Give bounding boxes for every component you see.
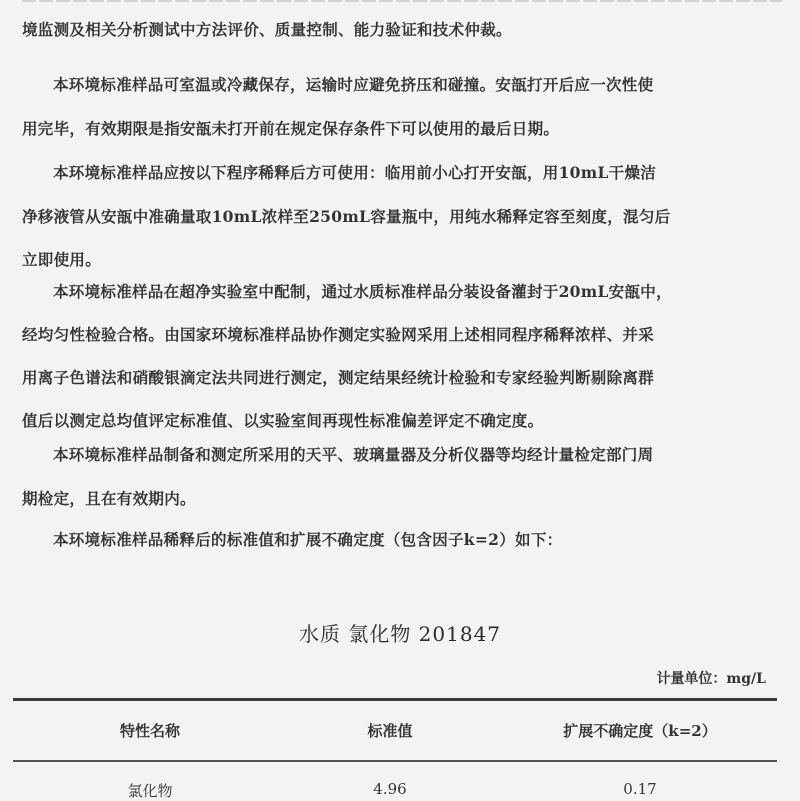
paragraph-line: 期检定，且在有效期内。 xyxy=(22,489,196,508)
table-top-rule xyxy=(13,698,777,701)
paragraph-line: 境监测及相关分析测试中方法评价、质量控制、能力验证和技术仲裁。 xyxy=(22,20,512,39)
header-property-name: 特性名称 xyxy=(119,722,180,740)
paragraph-line: 本环境标准样品可室温或冷藏保存，运输时应避免挤压和碰撞。安瓿打开后应一次性使 xyxy=(53,75,654,94)
cell-property: 氯化物 xyxy=(127,782,173,800)
paragraph-line: 经均匀性检验合格。由国家环境标准样品协作测定实验网采用上述相同程序稀释浓样、并采 xyxy=(22,325,655,344)
cutoff-text-line xyxy=(22,0,782,2)
cell-standard-value: 4.96 xyxy=(373,780,407,798)
cell-uncertainty: 0.17 xyxy=(623,780,657,798)
paragraph-line: 本环境标准样品在超净实验室中配制，通过水质标准样品分装设备灌封于20mL安瓿中， xyxy=(53,282,672,301)
paragraph-line: 净移液管从安瓿中准确量取10mL浓样至250mL容量瓶中，用纯水稀释定容至刻度，混匀后 xyxy=(22,207,671,226)
paragraph-line: 本环境标准样品稀释后的标准值和扩展不确定度（包含因子k=2）如下： xyxy=(53,530,563,549)
paragraph-line: 本环境标准样品制备和测定所采用的天平、玻璃量器及分析仪器等均经计量检定部门周 xyxy=(53,445,654,464)
table-title: 水质 氯化物 201847 xyxy=(298,622,502,646)
paragraph-line: 值后以测定总均值评定标准值、以实验室间再现性标准偏差评定不确定度。 xyxy=(22,411,544,430)
header-expanded-uncertainty: 扩展不确定度（k=2） xyxy=(563,722,717,740)
paragraph-line: 立即使用。 xyxy=(22,250,102,269)
unit-label: 计量单位：mg/L xyxy=(656,671,766,687)
paragraph-line: 本环境标准样品应按以下程序稀释后方可使用：临用前小心打开安瓿，用10mL干燥洁 xyxy=(53,163,657,182)
table-header-rule xyxy=(13,760,777,762)
paragraph-line: 用离子色谱法和硝酸银滴定法共同进行测定，测定结果经统计检验和专家经验判断剔除离群 xyxy=(22,368,655,387)
header-standard-value: 标准值 xyxy=(367,722,413,740)
paragraph-line: 用完毕，有效期限是指安瓿未打开前在规定保存条件下可以使用的最后日期。 xyxy=(22,119,560,138)
